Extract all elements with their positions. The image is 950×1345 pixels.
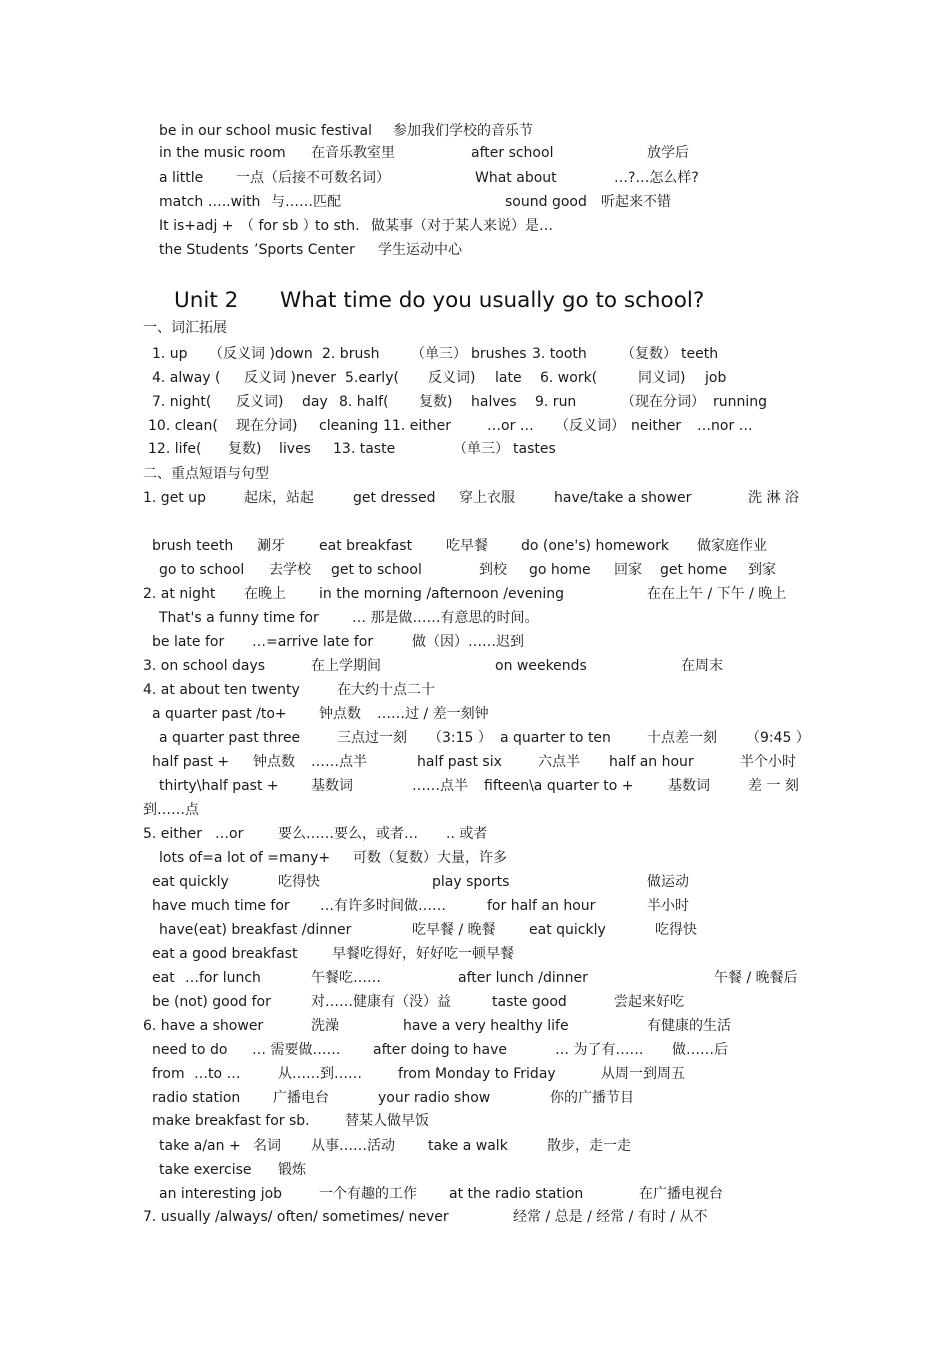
vocab-note: 复数) bbox=[419, 394, 453, 410]
vocab-note: （现在分词） bbox=[621, 394, 705, 410]
vocab-form: teeth bbox=[681, 346, 719, 362]
vocab-word: 11. either bbox=[383, 418, 451, 434]
phrase-cn: 在在上午 / 下午 / 晚上 bbox=[647, 586, 787, 602]
phrase-en: half an hour bbox=[609, 754, 694, 770]
phrase-en: a little bbox=[159, 170, 204, 186]
phrase-cn: 尝起来好吃 bbox=[614, 994, 684, 1010]
phrase-cn: 从……到…… bbox=[278, 1066, 362, 1082]
vocab-note: 同义词) bbox=[638, 370, 686, 386]
vocab-word: 6. work( bbox=[540, 370, 598, 386]
phrase-cn: ……点半 bbox=[412, 778, 468, 794]
phrase-en: （3:15 ） bbox=[428, 730, 492, 746]
phrase-en: What about bbox=[475, 170, 557, 186]
phrase-en: go home bbox=[529, 562, 591, 578]
phrase-cn: 吃早餐 bbox=[446, 538, 488, 554]
phrase-en: …to … bbox=[194, 1066, 241, 1082]
vocab-word: 13. taste bbox=[333, 441, 396, 457]
vocab-form: brushes bbox=[471, 346, 527, 362]
phrase-cn: 与……匹配 bbox=[271, 194, 341, 210]
phrase-en: match …..with bbox=[159, 194, 261, 210]
phrase-cn: 起床，站起 bbox=[244, 490, 314, 506]
phrase-en: in the morning /afternoon /evening bbox=[319, 586, 564, 602]
phrase-cn: 半个小时 bbox=[740, 754, 796, 770]
vocab-word: 2. brush bbox=[322, 346, 380, 362]
phrase-en: thirty\half past + bbox=[159, 778, 279, 794]
phrase-en: a quarter to ten bbox=[500, 730, 611, 746]
phrase-en: be late for bbox=[152, 634, 225, 650]
phrase-cn: 做某事（对于某人来说）是… bbox=[371, 218, 553, 234]
phrase-cn: 做……后 bbox=[672, 1042, 728, 1058]
phrase-cn: 回家 bbox=[614, 562, 642, 578]
phrase-cn: ……过 / 差一刻钟 bbox=[377, 706, 489, 722]
phrase-en: your radio show bbox=[378, 1090, 491, 1106]
vocab-note: （反义词 )down bbox=[209, 346, 313, 362]
phrase-cn: … 为了有…… bbox=[555, 1042, 644, 1058]
phrase-cn: 在广播电视台 bbox=[639, 1186, 723, 1202]
phrase-en: half past six bbox=[417, 754, 502, 770]
phrase-en: …or bbox=[215, 826, 244, 842]
phrase-en: brush teeth bbox=[152, 538, 234, 554]
phrase-cn: 十点差一刻 bbox=[647, 730, 717, 746]
phrase-en: at the radio station bbox=[449, 1186, 584, 1202]
phrase-en: have much time for bbox=[152, 898, 290, 914]
phrase-cn: 锻炼 bbox=[278, 1162, 306, 1178]
phrase-en: get dressed bbox=[353, 490, 436, 506]
vocab-note: （单三） bbox=[411, 346, 467, 362]
phrase-cn: 午餐 / 晚餐后 bbox=[714, 970, 798, 986]
phrase-en: after doing to have bbox=[373, 1042, 507, 1058]
phrase-cn: …?…怎么样? bbox=[614, 170, 699, 186]
phrase-cn: 一个有趣的工作 bbox=[319, 1186, 417, 1202]
phrase-cn: 涮牙 bbox=[257, 538, 285, 554]
vocab-form: …nor … bbox=[697, 418, 753, 434]
phrase-en: do (one's) homework bbox=[521, 538, 670, 554]
phrase-en: eat breakfast bbox=[319, 538, 413, 554]
phrase-en: make breakfast for sb. bbox=[152, 1113, 310, 1129]
phrase-en: 5. either bbox=[143, 826, 203, 842]
phrase-cn: 钟点数 bbox=[253, 754, 295, 770]
phrase-cn: .. 或者 bbox=[446, 826, 488, 842]
phrase-cn: 在上学期间 bbox=[311, 658, 381, 674]
phrase-cn: 三点过一刻 bbox=[337, 730, 407, 746]
phrase-cn: 差 一 刻 bbox=[748, 778, 799, 794]
phrase-cn: 你的广播节目 bbox=[550, 1090, 634, 1106]
vocab-note: 复数) bbox=[228, 441, 262, 457]
phrase-cn: 从周一到周五 bbox=[601, 1066, 685, 1082]
phrase-cn: 有健康的生活 bbox=[647, 1018, 731, 1034]
vocab-word: 3. tooth bbox=[532, 346, 587, 362]
vocab-note: 反义词 )never bbox=[244, 370, 337, 386]
vocab-note: 现在分词) bbox=[236, 418, 298, 434]
phrase-en: a quarter past three bbox=[159, 730, 301, 746]
phrase-en: ’Sports Center bbox=[254, 242, 355, 258]
phrase-en: It is+adj + bbox=[159, 218, 234, 234]
vocab-form: job bbox=[705, 370, 727, 386]
section-heading-vocab: 一、词汇拓展 bbox=[143, 320, 227, 336]
phrase-cn: 到……点 bbox=[143, 802, 199, 818]
vocab-note: 反义词) bbox=[236, 394, 284, 410]
vocab-word: 5.early( bbox=[345, 370, 399, 386]
vocab-form: day bbox=[302, 394, 328, 410]
phrase-en: eat quickly bbox=[529, 922, 606, 938]
vocab-word: 4. alway ( bbox=[152, 370, 221, 386]
phrase-cn: … 需要做…… bbox=[252, 1042, 341, 1058]
phrase-cn: 一点（后接不可数名词） bbox=[236, 170, 390, 186]
section-heading-phrases: 二、重点短语与句型 bbox=[143, 466, 269, 482]
phrase-en: in the music room bbox=[159, 145, 286, 161]
phrase-cn: 洗 淋 浴 bbox=[748, 490, 799, 506]
phrase-cn: 在音乐教室里 bbox=[311, 145, 395, 161]
phrase-cn: 钟点数 bbox=[319, 706, 361, 722]
vocab-word: 7. night( bbox=[152, 394, 212, 410]
vocab-form: tastes bbox=[513, 441, 556, 457]
vocab-form: lives bbox=[279, 441, 311, 457]
phrase-en: eat quickly bbox=[152, 874, 229, 890]
phrase-en: 1. get up bbox=[143, 490, 207, 506]
unit-number: Unit 2 bbox=[174, 288, 239, 313]
phrase-cn: 广播电台 bbox=[273, 1090, 329, 1106]
vocab-form: late bbox=[495, 370, 522, 386]
phrase-cn: 在大约十点二十 bbox=[337, 682, 435, 698]
phrase-cn: 可数（复数）大量，许多 bbox=[353, 850, 507, 866]
phrase-en: have a very healthy life bbox=[403, 1018, 569, 1034]
phrase-cn: 做运动 bbox=[647, 874, 689, 890]
phrase-cn: 在周末 bbox=[681, 658, 723, 674]
vocab-note: 反义词) bbox=[428, 370, 476, 386]
phrase-en: take a/an + bbox=[159, 1138, 241, 1154]
phrase-en: from Monday to Friday bbox=[398, 1066, 556, 1082]
phrase-cn: 六点半 bbox=[538, 754, 580, 770]
phrase-en: on weekends bbox=[495, 658, 587, 674]
phrase-cn: 吃得快 bbox=[655, 922, 697, 938]
phrase-en: 3. on school days bbox=[143, 658, 266, 674]
vocab-form: cleaning bbox=[319, 418, 379, 434]
phrase-en: eat bbox=[152, 970, 175, 986]
phrase-en: a quarter past /to+ bbox=[152, 706, 287, 722]
phrase-en: （9:45 ） bbox=[746, 730, 810, 746]
phrase-en: take a walk bbox=[428, 1138, 508, 1154]
phrase-cn: ……点半 bbox=[311, 754, 367, 770]
phrase-en: …=arrive late for bbox=[252, 634, 374, 650]
phrase-cn: 到校 bbox=[479, 562, 507, 578]
phrase-en: half past + bbox=[152, 754, 230, 770]
vocab-form: neither bbox=[631, 418, 682, 434]
phrase-cn: 放学后 bbox=[647, 145, 689, 161]
phrase-en: fifteen\a quarter to + bbox=[484, 778, 634, 794]
phrase-cn: 参加我们学校的音乐节 bbox=[393, 123, 533, 139]
vocab-word: 8. half( bbox=[339, 394, 389, 410]
vocab-form: halves bbox=[471, 394, 517, 410]
phrase-en: be in our school music festival bbox=[159, 123, 372, 139]
phrase-en: get home bbox=[660, 562, 728, 578]
phrase-en: be (not) good for bbox=[152, 994, 271, 1010]
phrase-en: take exercise bbox=[159, 1162, 252, 1178]
phrase-cn: 替某人做早饭 bbox=[345, 1113, 429, 1129]
phrase-cn: 基数词 bbox=[311, 778, 353, 794]
phrase-en: eat a good breakfast bbox=[152, 946, 298, 962]
vocab-word: 1. up bbox=[152, 346, 188, 362]
phrase-en: have(eat) breakfast /dinner bbox=[159, 922, 352, 938]
vocab-note: （复数） bbox=[621, 346, 677, 362]
phrase-en: radio station bbox=[152, 1090, 241, 1106]
phrase-cn: 在晚上 bbox=[244, 586, 286, 602]
phrase-cn: 到家 bbox=[748, 562, 776, 578]
phrase-en: have/take a shower bbox=[554, 490, 692, 506]
phrase-cn: 半小时 bbox=[647, 898, 689, 914]
phrase-cn: 吃得快 bbox=[278, 874, 320, 890]
vocab-form: running bbox=[713, 394, 768, 410]
phrase-cn: 从事……活动 bbox=[311, 1138, 395, 1154]
vocab-note: （反义词） bbox=[555, 418, 625, 434]
phrase-en: the Students bbox=[159, 242, 249, 258]
phrase-cn: 吃早餐 / 晚餐 bbox=[412, 922, 496, 938]
phrase-cn: 午餐吃…… bbox=[311, 970, 381, 986]
phrase-cn: 听起来不错 bbox=[601, 194, 671, 210]
vocab-note: （单三） bbox=[453, 441, 509, 457]
phrase-en: get to school bbox=[331, 562, 422, 578]
phrase-cn: 穿上衣服 bbox=[459, 490, 515, 506]
phrase-cn: 要么……要么，或者… bbox=[278, 826, 418, 842]
phrase-en: play sports bbox=[432, 874, 510, 890]
phrase-cn: 学生运动中心 bbox=[378, 242, 462, 258]
vocab-word: 12. life( bbox=[148, 441, 202, 457]
phrase-cn: 做家庭作业 bbox=[697, 538, 767, 554]
phrase-en: That's a funny time for bbox=[159, 610, 319, 626]
phrase-cn: 洗澡 bbox=[311, 1018, 339, 1034]
phrase-en: for half an hour bbox=[487, 898, 596, 914]
vocab-word: 9. run bbox=[535, 394, 577, 410]
phrase-cn: 去学校 bbox=[269, 562, 311, 578]
phrase-cn: 散步，走一走 bbox=[547, 1138, 631, 1154]
phrase-en: an interesting job bbox=[159, 1186, 283, 1202]
phrase-cn: …有许多时间做…… bbox=[320, 898, 446, 914]
phrase-cn: 早餐吃得好，好好吃一顿早餐 bbox=[332, 946, 514, 962]
phrase-en: taste good bbox=[492, 994, 567, 1010]
vocab-word: 10. clean( bbox=[148, 418, 218, 434]
vocab-note: …or … bbox=[487, 418, 534, 434]
phrase-en: …for lunch bbox=[185, 970, 261, 986]
phrase-cn: 对……健康有（没）益 bbox=[311, 994, 451, 1010]
phrase-en: need to do bbox=[152, 1042, 228, 1058]
phrase-en: （ for sb ） bbox=[240, 218, 317, 234]
phrase-en: after school bbox=[471, 145, 554, 161]
phrase-en: 4. at about ten twenty bbox=[143, 682, 300, 698]
unit-title: What time do you usually go to school? bbox=[280, 288, 705, 313]
phrase-cn: 名词 bbox=[253, 1138, 281, 1154]
phrase-cn: 做（因）……迟到 bbox=[412, 634, 524, 650]
phrase-cn: 经常 / 总是 / 经常 / 有时 / 从不 bbox=[513, 1209, 708, 1225]
phrase-en: after lunch /dinner bbox=[458, 970, 588, 986]
phrase-en: to sth. bbox=[315, 218, 360, 234]
phrase-en: 6. have a shower bbox=[143, 1018, 264, 1034]
phrase-cn: … 那是做……有意思的时间。 bbox=[352, 610, 539, 626]
phrase-en: 7. usually /always/ often/ sometimes/ never bbox=[143, 1209, 449, 1225]
phrase-cn: 基数词 bbox=[668, 778, 710, 794]
phrase-en: lots of=a lot of =many+ bbox=[159, 850, 331, 866]
phrase-en: go to school bbox=[159, 562, 245, 578]
phrase-en: from bbox=[152, 1066, 185, 1082]
phrase-en: sound good bbox=[505, 194, 587, 210]
phrase-en: 2. at night bbox=[143, 586, 216, 602]
